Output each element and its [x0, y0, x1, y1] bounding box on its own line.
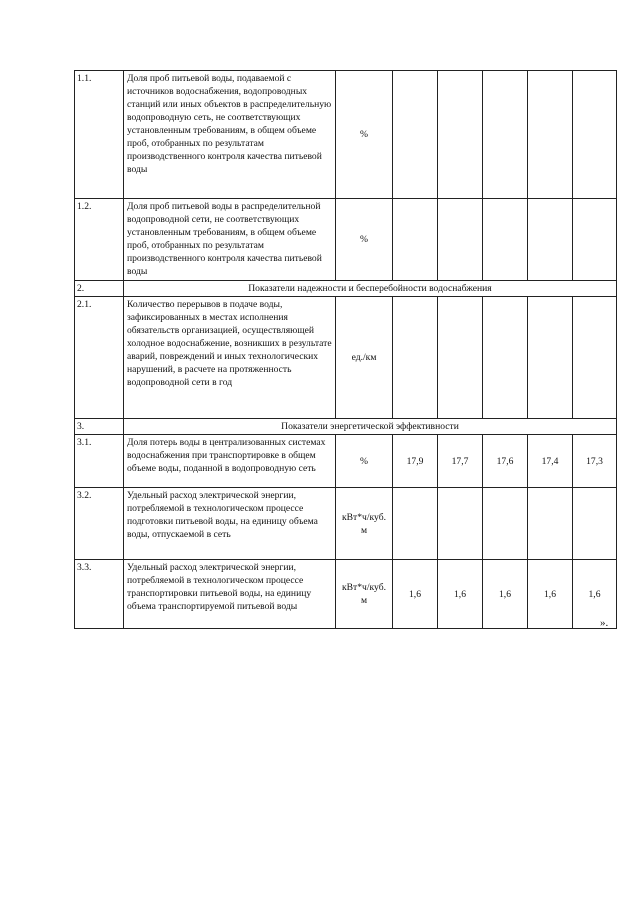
- row-number: 3.1.: [75, 435, 124, 488]
- indicator-unit: %: [336, 435, 393, 488]
- indicator-unit: ед./км: [336, 297, 393, 419]
- indicator-value: 1,6: [438, 560, 483, 629]
- indicator-row: [75, 435, 617, 488]
- indicator-unit: кВт*ч/куб. м: [336, 488, 393, 560]
- indicator-name: Удельный расход электрической энергии, потребляемой в технологическом процессе подготовки питьевой воды, на единицу объема воды, отпускаемой в сеть: [124, 488, 336, 560]
- indicator-row: [75, 71, 617, 199]
- row-number: 1.2.: [75, 199, 124, 281]
- row-number: 3.: [75, 419, 124, 435]
- indicator-value: [393, 297, 438, 419]
- indicator-value: [483, 71, 528, 199]
- indicator-name: Удельный расход электрической энергии, потребляемой в технологическом процессе транспортировки питьевой воды, на единицу объема транспортируемой питьевой воды: [124, 560, 336, 629]
- indicator-value: 17,9: [393, 435, 438, 488]
- indicator-unit: кВт*ч/куб. м: [336, 560, 393, 629]
- indicator-value: [573, 488, 617, 560]
- section-row: [75, 419, 617, 435]
- indicator-unit: %: [336, 199, 393, 281]
- indicator-value: [528, 488, 573, 560]
- indicator-row: [75, 199, 617, 281]
- indicator-value: 1,6: [393, 560, 438, 629]
- row-number: 3.3.: [75, 560, 124, 629]
- indicator-name: Количество перерывов в подаче воды, зафиксированных в местах исполнения обязательств организацией, осуществляющей холодное водоснабжение, возникших в результате аварий, повреждений и иных технологических нарушений, в расчете на протяженность водопроводной сети в год: [124, 297, 336, 419]
- indicator-value: [573, 297, 617, 419]
- indicator-unit: %: [336, 71, 393, 199]
- section-row: [75, 281, 617, 297]
- indicator-value: [528, 71, 573, 199]
- closing-quote-mark: ».: [600, 617, 609, 629]
- section-title: Показатели энергетической эффективности: [124, 419, 617, 435]
- indicator-value: [528, 199, 573, 281]
- indicator-value: [393, 488, 438, 560]
- row-number: 3.2.: [75, 488, 124, 560]
- indicator-value: 17,4: [528, 435, 573, 488]
- section-title: Показатели надежности и бесперебойности водоснабжения: [124, 281, 617, 297]
- indicator-value: [438, 297, 483, 419]
- indicator-value: 1,6: [573, 560, 617, 629]
- indicator-value: [438, 488, 483, 560]
- row-number: 2.1.: [75, 297, 124, 419]
- indicator-value: [393, 71, 438, 199]
- row-number: 2.: [75, 281, 124, 297]
- indicator-row: [75, 488, 617, 560]
- indicator-value: [573, 199, 617, 281]
- indicator-name: Доля проб питьевой воды в распределительной водопроводной сети, не соответствующих установленным требованиям, в общем объеме проб, отобранных по результатам производственного контроля качества питьевой воды: [124, 199, 336, 281]
- indicators-table-body: [75, 71, 617, 629]
- indicator-value: [528, 297, 573, 419]
- indicator-value: [438, 71, 483, 199]
- indicator-value: [393, 199, 438, 281]
- indicator-value: 17,6: [483, 435, 528, 488]
- indicator-value: [483, 199, 528, 281]
- row-number: 1.1.: [75, 71, 124, 199]
- indicator-value: [438, 199, 483, 281]
- indicator-name: Доля проб питьевой воды, подаваемой с источников водоснабжения, водопроводных станций или иных объектов в распределительную водопроводную сеть, не соответствующих установленным требованиям, в общем объеме проб, отобранных по результатам производственного контроля качества питьевой воды: [124, 71, 336, 199]
- indicator-value: 1,6: [528, 560, 573, 629]
- indicator-value: [483, 297, 528, 419]
- indicator-value: 17,3: [573, 435, 617, 488]
- indicator-row: [75, 560, 617, 629]
- indicator-value: 17,7: [438, 435, 483, 488]
- indicator-value: 1,6: [483, 560, 528, 629]
- indicator-value: [573, 71, 617, 199]
- indicator-row: [75, 297, 617, 419]
- indicator-name: Доля потерь воды в централизованных системах водоснабжения при транспортировке в общем объеме воды, поданной в водопроводную сеть: [124, 435, 336, 488]
- indicators-table: [74, 70, 617, 629]
- indicator-value: [483, 488, 528, 560]
